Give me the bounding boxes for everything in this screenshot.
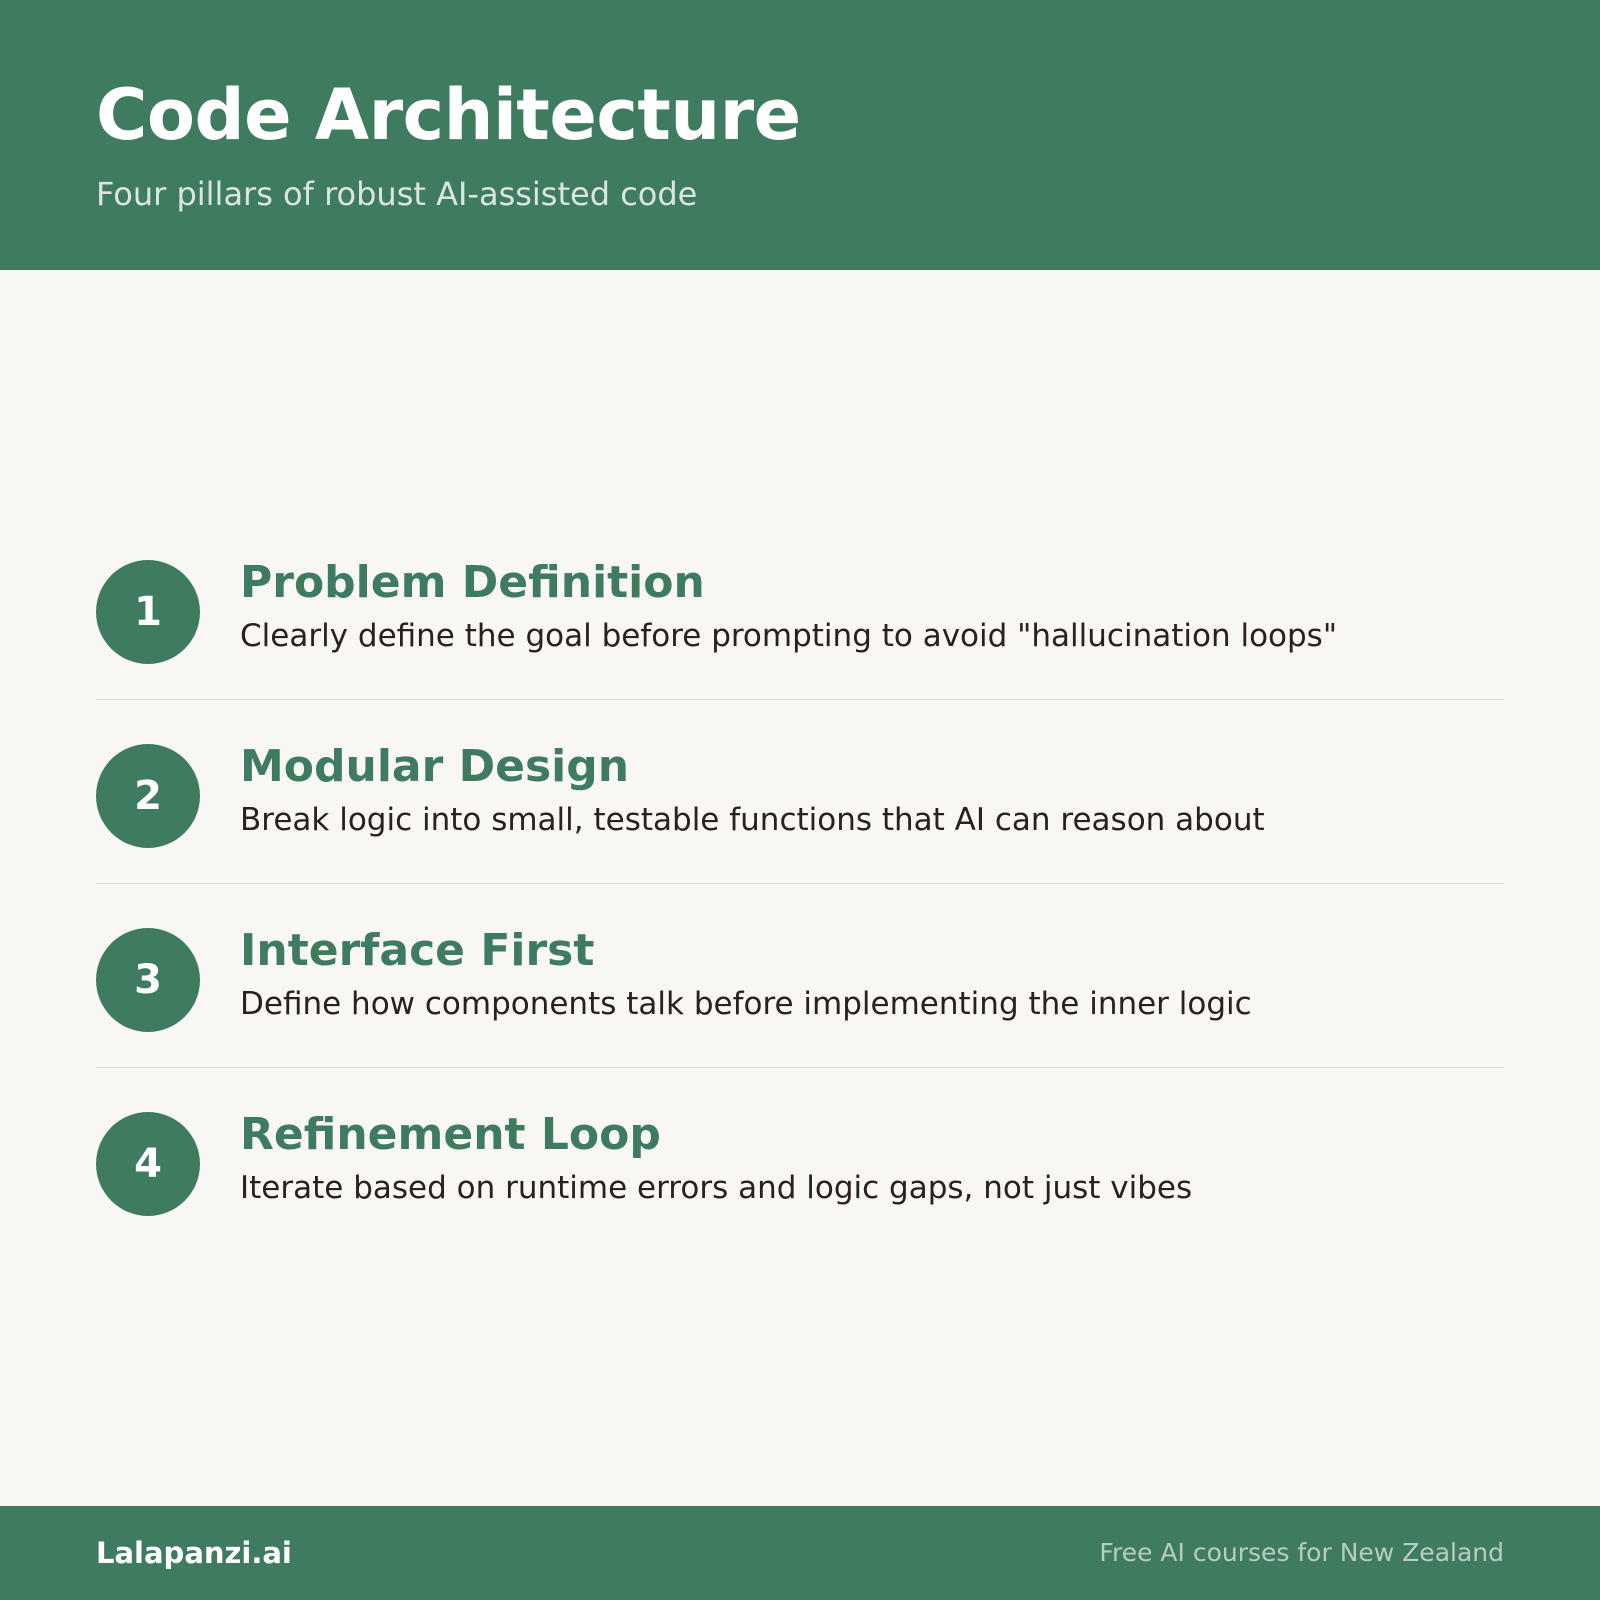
item-description: Iterate based on runtime errors and logic gaps, not just vibes [240,1170,1193,1206]
number-badge: 1 [96,560,200,664]
list-item-problem-definition [96,515,1504,699]
brand-logo-text: Lalapanzi.ai [96,1536,292,1570]
item-description: Define how components talk before implementing the inner logic [240,986,1252,1022]
page-subtitle: Four pillars of robust AI-assisted code [96,175,698,213]
item-title: Modular Design [240,741,630,792]
divider [96,883,1504,884]
pillars-list [96,515,1504,1251]
item-title: Problem Definition [240,557,705,608]
divider [96,699,1504,700]
footer-bar [0,1506,1600,1600]
number-badge: 4 [96,1112,200,1216]
number-badge: 2 [96,744,200,848]
header-banner [0,0,1600,270]
list-item-refinement-loop [96,1067,1504,1251]
item-description: Clearly define the goal before prompting to avoid "hallucination loops" [240,618,1338,654]
list-item-modular-design [96,699,1504,883]
number-badge: 3 [96,928,200,1032]
list-item-interface-first [96,883,1504,1067]
item-title: Interface First [240,925,595,976]
page-title: Code Architecture [96,74,801,156]
item-title: Refinement Loop [240,1109,661,1160]
item-description: Break logic into small, testable functions that AI can reason about [240,802,1265,838]
divider [96,1067,1504,1068]
footer-tagline: Free AI courses for New Zealand [1099,1538,1504,1567]
